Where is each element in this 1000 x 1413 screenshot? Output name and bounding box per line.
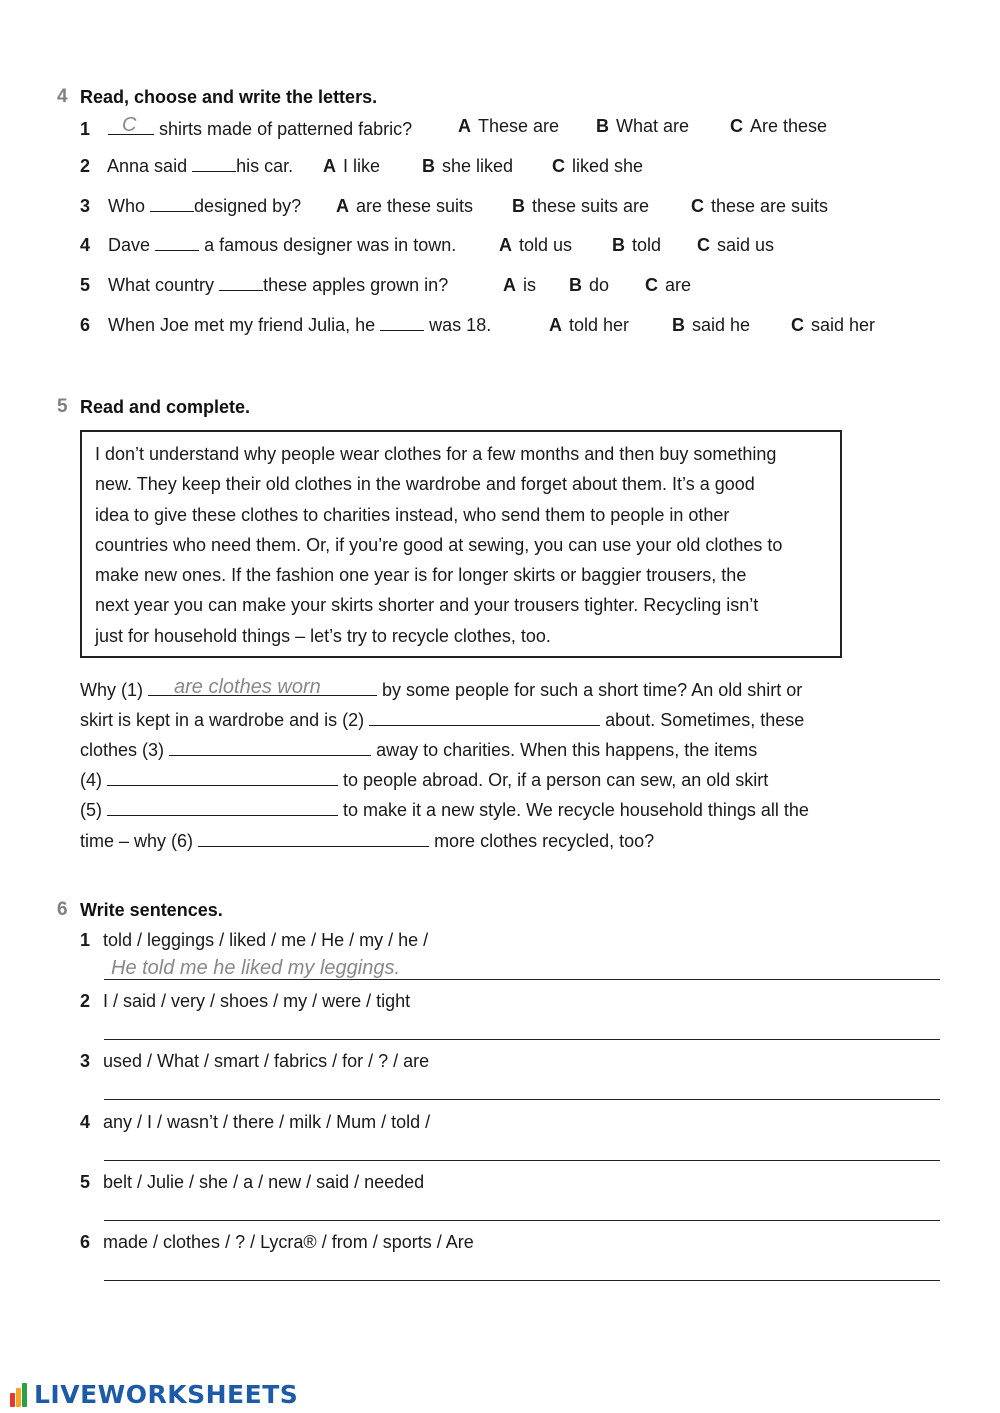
- s4-q3-option-a: A are these suits: [336, 196, 474, 216]
- gap-answer-6[interactable]: [198, 828, 429, 847]
- passage-line: just for household things – let’s try to recycle clothes, too.: [95, 626, 551, 646]
- answer-blank-3[interactable]: [150, 197, 194, 212]
- gap-fill-line-4: (4) to people abroad. Or, if a person can sew, an old skirt: [80, 767, 768, 791]
- s6-item-5: 5 belt / Julie / she / a / new / said / needed: [80, 1172, 425, 1192]
- s4-q4-option-a: A told us: [499, 235, 573, 255]
- question-text: his car.: [236, 156, 294, 176]
- answer-blank-6[interactable]: [380, 316, 424, 331]
- s4-q4-option-b: B told: [612, 235, 662, 255]
- passage-line: next year you can make your skirts shorter and your trousers tighter. Recycling isn’t: [95, 595, 759, 615]
- question-number: 4: [80, 235, 91, 255]
- question-text: What country: [108, 275, 215, 295]
- gap-fill-line-2: skirt is kept in a wardrobe and is (2) about. Sometimes, these: [80, 707, 804, 731]
- s4-question-4: [80, 235, 456, 256]
- s4-q3-option-b: B these suits are: [512, 196, 650, 216]
- section-6-title: Write sentences.: [80, 900, 223, 920]
- passage-line: make new ones. If the fashion one year is for longer skirts or baggier trousers, the: [95, 565, 747, 585]
- question-number: 5: [80, 275, 91, 295]
- s4-q5-option-c: C are: [645, 275, 692, 295]
- answer-blank-2[interactable]: [192, 157, 236, 172]
- passage-line: idea to give these clothes to charities instead, who send them to people in other: [95, 505, 730, 525]
- s4-q1-option-b: B What are: [596, 116, 690, 136]
- gap-fill-line-1: Why (1) are clothes worn by some people for such a short time? An old shirt or: [80, 676, 803, 700]
- question-text: Who: [108, 196, 146, 216]
- gap-answer-5[interactable]: [107, 797, 338, 816]
- s6-answer-1-text: He told me he liked my leggings.: [111, 957, 401, 979]
- gap-fill-line-3: clothes (3) away to charities. When this happens, the items: [80, 737, 757, 761]
- s4-q1-option-c: C Are these: [730, 116, 828, 136]
- logo-text: LIVEWORKSHEETS: [34, 1380, 299, 1409]
- gap-fill-line-5: (5) to make it a new style. We recycle household things all the: [80, 797, 809, 821]
- passage-line: countries who need them. Or, if you’re good at sewing, you can use your old clothes to: [95, 535, 783, 555]
- gap-answer-1[interactable]: are clothes worn: [148, 677, 377, 696]
- question-number: 6: [80, 315, 91, 335]
- s4-q2-option-a: A I like: [323, 156, 381, 176]
- s6-item-3: 3 used / What / smart / fabrics / for / ? / are: [80, 1051, 430, 1071]
- s4-question-3: [80, 196, 301, 217]
- question-text: When Joe met my friend Julia, he: [108, 315, 376, 335]
- question-text: was 18.: [429, 315, 492, 335]
- gap-answer-4[interactable]: [107, 767, 338, 786]
- question-text: Anna said: [107, 156, 188, 176]
- s4-q2-option-b: B she liked: [422, 156, 514, 176]
- section-5-number: 5: [57, 396, 68, 417]
- s4-question-2: [80, 156, 293, 177]
- s6-item-4: 4 any / I / wasn’t / there / milk / Mum / told /: [80, 1112, 431, 1132]
- gap-fill-line-6: time – why (6) more clothes recycled, too?: [80, 828, 654, 852]
- question-text: shirts made of patterned fabric?: [159, 119, 413, 139]
- question-text: designed by?: [194, 196, 302, 216]
- s4-q5-option-a: A is: [503, 275, 536, 295]
- question-text: Dave: [108, 235, 151, 255]
- s6-answer-line-1[interactable]: [104, 979, 940, 980]
- passage-line: I don’t understand why people wear clothes for a few months and then buy something: [95, 444, 777, 464]
- s4-question-5: [80, 275, 448, 296]
- answer-blank-5[interactable]: [219, 276, 263, 291]
- s4-q1-option-a: A These are: [458, 116, 560, 136]
- s6-item-1: 1 told / leggings / liked / me / He / my / he /: [80, 930, 429, 950]
- s4-q4-option-c: C said us: [697, 235, 775, 255]
- s4-q6-option-a: A told her: [549, 315, 630, 335]
- s4-question-1: [80, 116, 412, 140]
- s6-answer-line-3[interactable]: [104, 1099, 940, 1100]
- s4-q5-option-b: B do: [569, 275, 610, 295]
- section-4-title: Read, choose and write the letters.: [80, 87, 378, 107]
- s4-q6-option-c: C said her: [791, 315, 876, 335]
- liveworksheets-logo[interactable]: [10, 1380, 298, 1409]
- s6-answer-line-2[interactable]: [104, 1039, 940, 1040]
- question-number: 2: [80, 156, 91, 176]
- s6-item-6: 6 made / clothes / ? / Lycra® / from / sports / Are: [80, 1232, 474, 1252]
- s6-answer-line-5[interactable]: [104, 1220, 940, 1221]
- s4-q2-option-c: C liked she: [552, 156, 644, 176]
- section-4-number: 4: [57, 86, 68, 107]
- s6-answer-line-4[interactable]: [104, 1160, 940, 1161]
- gap-answer-2[interactable]: [369, 707, 600, 726]
- section-5-title: Read and complete.: [80, 397, 251, 417]
- gap-answer-3[interactable]: [169, 737, 371, 756]
- question-text: these apples grown in?: [263, 275, 449, 295]
- s4-q3-option-c: C these are suits: [691, 196, 829, 216]
- logo-bars-icon: [10, 1383, 32, 1407]
- answer-blank-4[interactable]: [155, 236, 199, 251]
- section-6-number: 6: [57, 899, 68, 920]
- answer-blank-1[interactable]: [108, 116, 154, 135]
- answer-text: C: [122, 114, 137, 136]
- question-number: 3: [80, 196, 91, 216]
- question-text: a famous designer was in town.: [204, 235, 457, 255]
- passage-line: new. They keep their old clothes in the wardrobe and forget about them. It’s a good: [95, 474, 755, 494]
- s6-item-2: 2 I / said / very / shoes / my / were / tight: [80, 991, 411, 1011]
- question-number: 1: [80, 119, 91, 139]
- s4-q6-option-b: B said he: [672, 315, 751, 335]
- s4-question-6: [80, 315, 491, 336]
- s6-answer-line-6[interactable]: [104, 1280, 940, 1281]
